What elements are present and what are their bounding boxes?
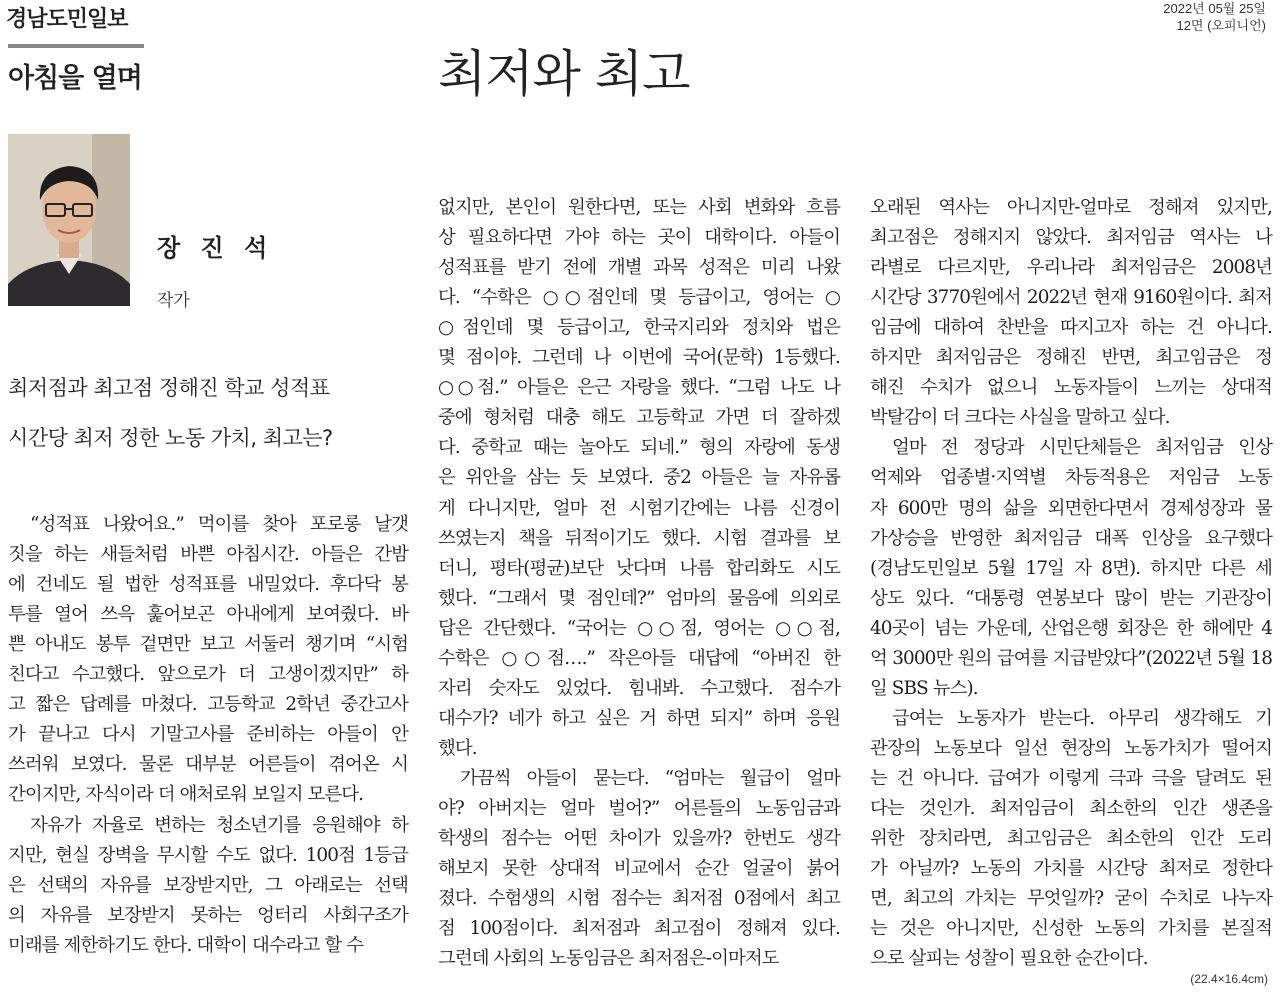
article-line: 답은 간단했다. “국어는 ○○점, 영어는 ○○점, [438,617,840,639]
article-line: 으로 살피는 성찰이 필요한 순간이다. [870,948,1148,970]
article-line: (경남도민일보 5월 17일 자 8면). 하지만 다른 세 [870,557,1272,579]
article-line: 그런데 사회의 노동임금은 최저점은-이마저도 [438,948,779,970]
article-line: 졌다. 수험생의 시험 점수는 최저점 0점에서 최고 [438,888,840,910]
article-line: 점 100점이다. 최저점과 최고점이 정해져 있다. [438,918,840,940]
publish-date: 2022년 05월 25일 [1163,1,1266,16]
article-line: 상 필요하다면 가야 하는 곳이 대학이다. 아들이 [438,227,840,249]
article-line: 해보지 못한 상대적 비교에서 순간 얼굴이 붉어 [438,858,840,880]
article-line: 일 SBS 뉴스). [870,677,978,699]
article-line: 자유가 자율로 변하는 청소년기를 응원해야 하 [30,814,408,836]
article-line: 중에 형처럼 대충 해도 고등학교 가면 더 잘하겠 [438,407,840,429]
author-portrait-icon [8,134,130,306]
article-line: 수학은 ○○점….” 작은아들 대답에 “아버진 한 [438,647,840,669]
article-line: 는 것은 아니지만, 신성한 노동의 가치를 본질적 [870,918,1272,940]
subhead-1: 최저점과 최고점 정해진 학교 성적표 [8,376,330,400]
article-line: 얼마 전 정당과 시민단체들은 최저임금 인상 [892,437,1272,459]
article-line: 의 자유를 보장받지 못하는 엉터리 사회구조가 [8,904,408,926]
article-line: 미래를 제한하기도 한다. 대학이 대수라고 할 수 [8,934,364,956]
article-line: 가끔씩 아들이 묻는다. “엄마는 월급이 얼마 [460,767,840,789]
article-line: ○○점.” 아들은 은근 자랑을 했다. “그럼 나도 나 [438,377,840,399]
article-line: 가상승을 반영한 최저임금 대폭 인상을 요구했다 [870,527,1272,549]
article-line: 최고점은 정해지지 않았다. 최저임금 역사는 나 [870,227,1272,249]
article-line: 짓을 하는 새들처럼 바쁜 아침시간. 아들은 간밤 [8,544,408,566]
article-line: 해진 수치가 없으니 노동자들이 느끼는 상대적 [870,377,1272,399]
article-line: 몇 점이야. 그런데 나 이번에 국어(문학) 1등했다. [438,347,840,369]
article-line: 40곳이 넘는 가운데, 산업은행 회장은 한 해에만 4 [870,617,1272,639]
article-line: 고 짧은 답례를 마쳤다. 고등학교 2학년 중간고사 [8,694,408,716]
author-role: 작가 [157,291,190,311]
article-line: 가 아닐까? 노동의 가치를 시간당 최저로 정한다 [870,858,1272,880]
article-line: 없지만, 본인이 원한다면, 또는 사회 변화와 흐름 [438,197,840,218]
section-name: 아침을 열며 [8,63,142,94]
article-line: 가 끝나고 다시 기말고사를 준비하는 아들이 안 [8,724,408,746]
article-line: 지만, 현실 장벽을 무시할 수도 없다. 100점 1등급 [8,844,408,866]
article-line: 박탈감이 더 크다는 사실을 말하고 싶다. [870,407,1170,429]
article-line: 게 다니지만, 얼마 전 시험기간에는 나름 신경이 [438,497,840,519]
article-line: 억 3000만 원의 급여를 지급받았다”(2022년 5월 18 [870,647,1272,669]
section-rule [8,44,144,48]
article-line: 라별로 다르지만, 우리나라 최저임금은 2008년 [870,257,1272,279]
article-line: 관장의 노동보다 일선 현장의 노동가치가 떨어지 [870,737,1272,759]
article-size: (22.4×16.4cm) [1190,972,1268,986]
article-line: 야? 아버지는 얼마 벌어?” 어른들의 노동임금과 [438,798,840,819]
article-line: 은 선택의 자유를 보장받지만, 그 아래로는 선택 [8,874,408,896]
article-line: ○점인데 몇 등급이고, 한국지리와 정치와 법은 [438,317,840,339]
article-line: 학생의 점수는 어떤 차이가 있을까? 한번도 생각 [438,828,840,850]
article-line: 억제와 업종별·지역별 차등적용은 저임금 노동 [870,467,1272,489]
article-line: 에 건네도 될 법한 성적표를 내밀었다. 후다닥 봉 [8,574,408,596]
article-line: 쓰였는지 책을 뒤적이기도 했다. 시험 결과를 보 [438,527,840,549]
masthead: 경남도민일보 [6,7,128,32]
article-line: 쁜 아내도 봉투 겉면만 보고 서둘러 챙기며 “시험 [8,634,408,656]
article-line: 하지만 최저임금은 정해진 반면, 최고임금은 정 [870,347,1272,369]
article-line: 대수가? 네가 하고 싶은 거 하면 되지” 하며 응원 [438,707,840,729]
subhead-2: 시간당 최저 정한 노동 가치, 최고는? [8,426,333,450]
article-line: 투를 열어 쓰윽 훑어보곤 아내에게 보여줬다. 바 [8,604,408,626]
article-line: 자 600만 명의 삶을 외면한다면서 경제성장과 물 [870,497,1272,519]
headline: 최저와 최고 [438,45,690,103]
article-line: 시간당 3770원에서 2022년 현재 9160원이다. 최저 [870,287,1272,309]
author-name: 장 진 석 [157,234,274,262]
author-photo [8,134,130,306]
article-line: 면, 최고의 가치는 무엇일까? 굳이 수치로 나누자 [870,888,1272,910]
article-line: 했다. “그래서 몇 점인데?” 엄마의 물음에 의외로 [438,587,840,609]
article-line: 상도 있다. “대통령 연봉보다 많이 받는 기관장이 [870,587,1272,609]
page-info: 12면 (오피니언) [1176,18,1266,33]
article-line: 간이지만, 자식이라 더 애처로워 보일지 모른다. [8,784,364,806]
dateline [1163,0,1266,34]
article-line: 는 건 아니다. 급여가 이렇게 극과 극을 달려도 된 [870,767,1272,789]
article-line: 다. 중학교 때는 놀아도 되네.” 형의 자랑에 동생 [438,437,840,459]
article-line: 자리 숫자도 있었다. 힘내봐. 수고했다. 점수가 [438,677,840,699]
article-line: 오래된 역사는 아니지만-얼마로 정해져 있지만, [870,197,1272,218]
article-line: 급여는 노동자가 받는다. 아무리 생각해도 기 [892,707,1272,729]
article-line: 친다고 수고했다. 앞으로가 더 고생이겠지만” 하 [8,664,408,686]
article-line: “성적표 나왔어요.” 먹이를 찾아 포로롱 날갯 [30,514,408,535]
article-line: 다는 것인가. 최저임금이 최소한의 인간 생존을 [870,798,1272,819]
article-line: 했다. [438,737,477,759]
article-line: 위한 장치라면, 최고임금은 최소한의 인간 도리 [870,828,1272,850]
article-line: 다. “수학은 ○○점인데 몇 등급이고, 영어는 ○ [438,287,840,309]
article-line: 임금에 대하여 찬반을 따지고자 하는 건 아니다. [870,317,1272,339]
article-line: 쓰러워 보였다. 물론 대부분 어른들이 겪어온 시 [8,754,408,776]
article-line: 은 위안을 삼는 듯 보였다. 중2 아들은 늘 자유롭 [438,467,840,489]
article-line: 성적표를 받기 전에 개별 과목 성적은 미리 나왔 [438,257,840,279]
article-line: 더니, 평타(평균)보단 낫다며 나름 합리화도 시도 [438,557,840,579]
